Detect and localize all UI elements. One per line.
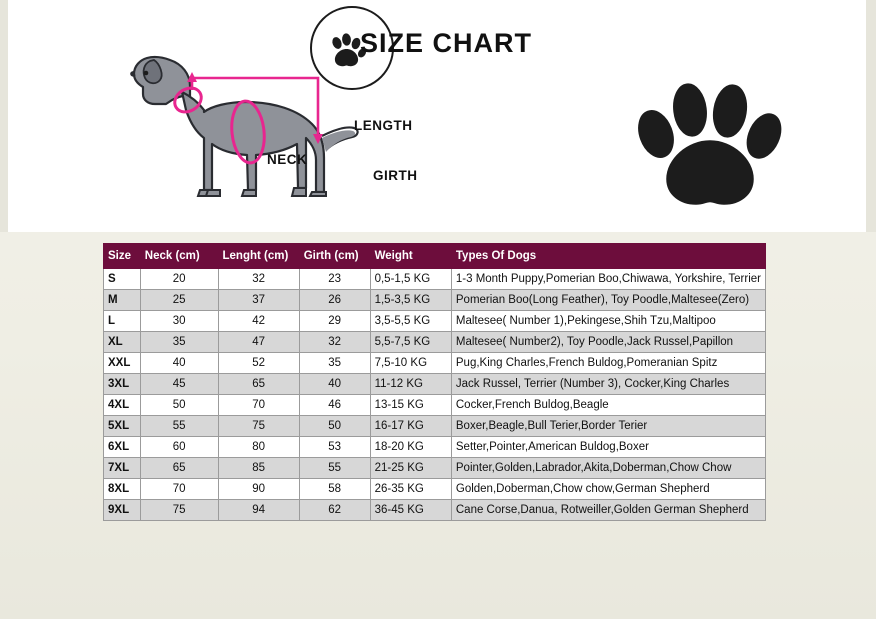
size-chart-table-wrap <box>103 243 766 521</box>
cell-length: 37 <box>218 290 299 311</box>
cell-weight: 3,5-5,5 KG <box>370 311 451 332</box>
cell-weight: 11-12 KG <box>370 374 451 395</box>
cell-girth: 46 <box>299 395 370 416</box>
cell-girth: 23 <box>299 269 370 290</box>
cell-weight: 26-35 KG <box>370 479 451 500</box>
cell-length: 65 <box>218 374 299 395</box>
cell-girth: 55 <box>299 458 370 479</box>
cell-weight: 7,5-10 KG <box>370 353 451 374</box>
cell-types: Pomerian Boo(Long Feather), Toy Poodle,Maltesee(Zero) <box>451 290 765 311</box>
cell-length: 80 <box>218 437 299 458</box>
table-row <box>104 374 766 395</box>
cell-neck: 65 <box>140 458 218 479</box>
table-row <box>104 353 766 374</box>
cell-types: Setter,Pointer,American Buldog,Boxer <box>451 437 765 458</box>
column-header-girth: Girth (cm) <box>299 244 370 269</box>
table-row <box>104 311 766 332</box>
cell-types: Boxer,Beagle,Bull Terier,Border Terier <box>451 416 765 437</box>
table-row <box>104 479 766 500</box>
cell-types: Maltesee( Number2), Toy Poodle,Jack Russel,Papillon <box>451 332 765 353</box>
cell-length: 32 <box>218 269 299 290</box>
cell-weight: 0,5-1,5 KG <box>370 269 451 290</box>
table-row <box>104 458 766 479</box>
cell-length: 90 <box>218 479 299 500</box>
cell-types: 1-3 Month Puppy,Pomerian Boo,Chiwawa, Yorkshire, Terrier <box>451 269 765 290</box>
cell-girth: 26 <box>299 290 370 311</box>
table-head <box>104 244 766 269</box>
cell-neck: 25 <box>140 290 218 311</box>
label-length: LENGTH <box>354 118 413 133</box>
cell-neck: 70 <box>140 479 218 500</box>
cell-length: 94 <box>218 500 299 521</box>
cell-girth: 35 <box>299 353 370 374</box>
large-paw-print-icon <box>630 78 790 228</box>
column-header-size: Size <box>104 244 141 269</box>
cell-types: Maltesee( Number 1),Pekingese,Shih Tzu,Maltipoo <box>451 311 765 332</box>
cell-size: 4XL <box>104 395 141 416</box>
cell-neck: 45 <box>140 374 218 395</box>
cell-size: 8XL <box>104 479 141 500</box>
cell-size: 7XL <box>104 458 141 479</box>
cell-weight: 13-15 KG <box>370 395 451 416</box>
label-neck: NECK <box>267 152 308 167</box>
cell-size: 3XL <box>104 374 141 395</box>
cell-girth: 32 <box>299 332 370 353</box>
cell-size: XL <box>104 332 141 353</box>
cell-girth: 53 <box>299 437 370 458</box>
table-row <box>104 332 766 353</box>
cell-girth: 40 <box>299 374 370 395</box>
table-row <box>104 416 766 437</box>
table-header-row <box>104 244 766 269</box>
dog-figure <box>120 40 370 235</box>
label-girth: GIRTH <box>373 168 418 183</box>
cell-size: S <box>104 269 141 290</box>
cell-neck: 40 <box>140 353 218 374</box>
cell-size: 6XL <box>104 437 141 458</box>
cell-types: Pug,King Charles,French Buldog,Pomeranian Spitz <box>451 353 765 374</box>
band-edge-right <box>866 0 876 232</box>
column-header-neck: Neck (cm) <box>140 244 218 269</box>
cell-weight: 18-20 KG <box>370 437 451 458</box>
dog-illustration <box>120 40 418 235</box>
table-row <box>104 437 766 458</box>
cell-neck: 20 <box>140 269 218 290</box>
cell-weight: 36-45 KG <box>370 500 451 521</box>
cell-neck: 75 <box>140 500 218 521</box>
cell-types: Golden,Doberman,Chow chow,German Shepherd <box>451 479 765 500</box>
cell-weight: 21-25 KG <box>370 458 451 479</box>
column-header-length: Lenght (cm) <box>218 244 299 269</box>
cell-neck: 60 <box>140 437 218 458</box>
cell-weight: 16-17 KG <box>370 416 451 437</box>
cell-size: M <box>104 290 141 311</box>
table-body <box>104 269 766 521</box>
cell-neck: 50 <box>140 395 218 416</box>
column-header-weight: Weight <box>370 244 451 269</box>
cell-weight: 1,5-3,5 KG <box>370 290 451 311</box>
cell-size: L <box>104 311 141 332</box>
table-row <box>104 395 766 416</box>
cell-length: 70 <box>218 395 299 416</box>
cell-girth: 58 <box>299 479 370 500</box>
cell-types: Pointer,Golden,Labrador,Akita,Doberman,Chow Chow <box>451 458 765 479</box>
cell-girth: 62 <box>299 500 370 521</box>
table-row <box>104 290 766 311</box>
cell-length: 47 <box>218 332 299 353</box>
cell-length: 52 <box>218 353 299 374</box>
cell-length: 85 <box>218 458 299 479</box>
cell-types: Cane Corse,Danua, Rotweiller,Golden German Shepherd <box>451 500 765 521</box>
cell-girth: 50 <box>299 416 370 437</box>
cell-types: Cocker,French Buldog,Beagle <box>451 395 765 416</box>
cell-size: XXL <box>104 353 141 374</box>
cell-girth: 29 <box>299 311 370 332</box>
cell-neck: 30 <box>140 311 218 332</box>
cell-types: Jack Russel, Terrier (Number 3), Cocker,King Charles <box>451 374 765 395</box>
cell-weight: 5,5-7,5 KG <box>370 332 451 353</box>
cell-length: 42 <box>218 311 299 332</box>
size-chart-table <box>103 243 766 521</box>
table-row <box>104 500 766 521</box>
cell-size: 9XL <box>104 500 141 521</box>
cell-neck: 35 <box>140 332 218 353</box>
cell-neck: 55 <box>140 416 218 437</box>
band-edge-left <box>0 0 8 232</box>
cell-size: 5XL <box>104 416 141 437</box>
table-row <box>104 269 766 290</box>
cell-length: 75 <box>218 416 299 437</box>
column-header-types: Types Of Dogs <box>451 244 765 269</box>
page-title: SIZE CHART <box>360 28 532 58</box>
